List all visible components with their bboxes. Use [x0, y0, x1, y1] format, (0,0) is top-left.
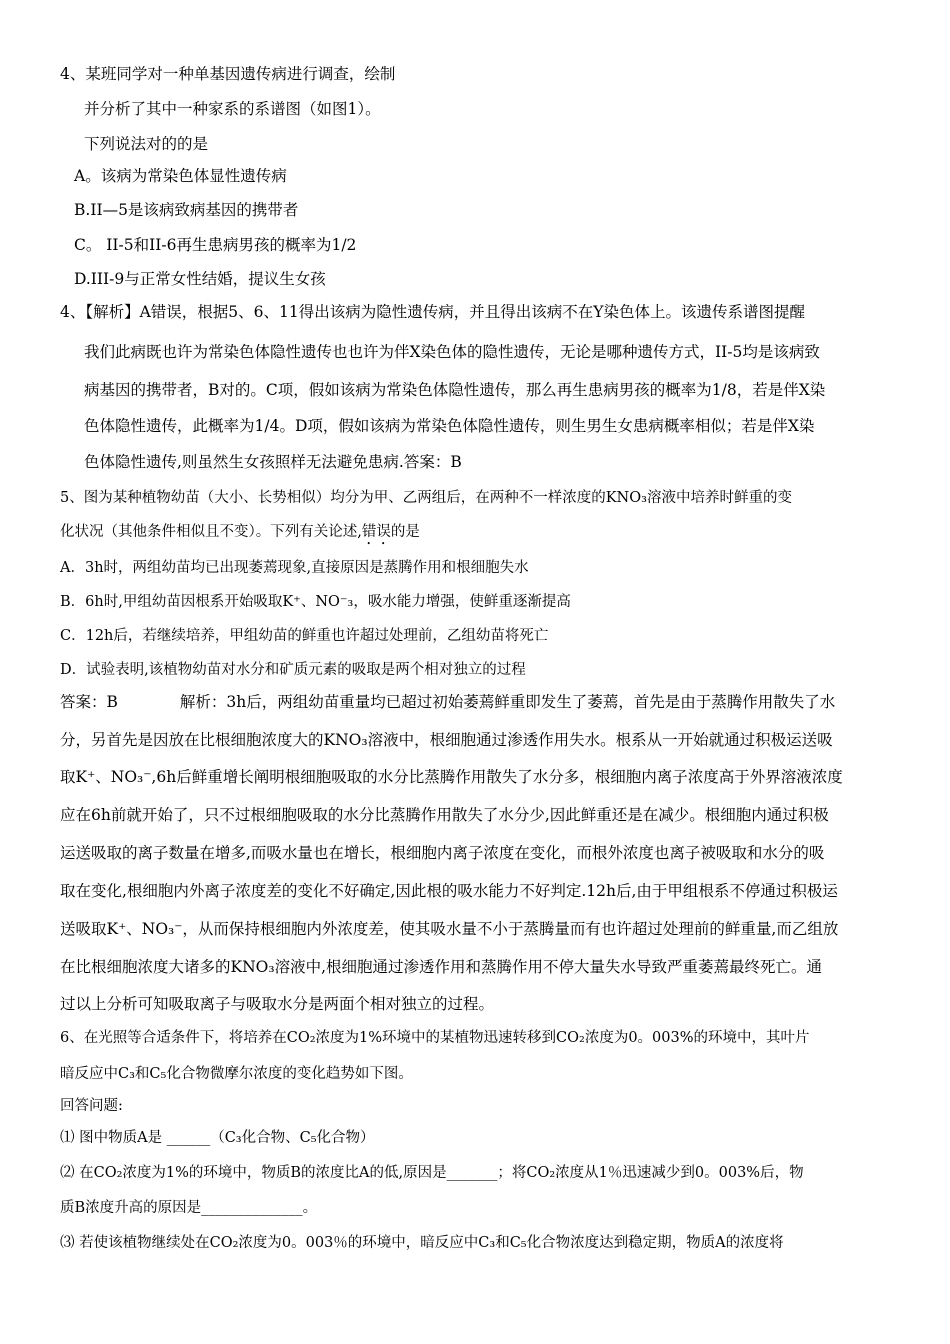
q5-stem-line2-pre: 化状况（其他条件相似且不变）。下列有关论述,	[60, 524, 362, 540]
q4-option-b: B.II—5是该病致病基因的携带者	[74, 201, 299, 219]
q5-option-b: B．6h时,甲组幼苗因根系开始吸取K⁺、NO⁻₃，吸水能力增强，使鲜重逐渐提高	[60, 594, 571, 610]
q4-analysis-line4: 色体隐性遗传，此概率为1/4。D项，假如该病为常染色体隐性遗传，则生男生女患病概率相似；若是伴X染	[84, 417, 815, 435]
q6-stem-line3: 回答问题:	[60, 1098, 123, 1114]
q5-answer-line7: 送吸取K⁺、NO₃⁻，从而保持根细胞内外浓度差，使其吸水量不小于蒸腾量而有也许超过处理前的鲜重量,而乙组放	[60, 920, 839, 938]
q4-analysis-line2: 我们此病既也许为常染色体隐性遗传也也许为伴X染色体的隐性遗传，无论是哪种遗传方式，II-5均是该病致	[84, 343, 820, 361]
q5-answer-line1: 答案：B 解析：3h后，两组幼苗重量均已超过初始萎蔫鲜重即发生了萎蔫，首先是由于蒸腾作用散失了水	[60, 693, 836, 711]
q5-answer-line4: 应在6h前就开始了，只不过根细胞吸取的水分比蒸腾作用散失了水分少,因此鲜重还是在减少。根细胞内通过积极	[60, 806, 829, 824]
q5-stem-line2-post: 的是	[390, 524, 420, 540]
q6-part3: ⑶ 若使该植物继续处在CO₂浓度为0。003％的环境中，暗反应中C₃和C₅化合物浓度达到稳定期，物质A的浓度将	[60, 1235, 784, 1251]
q4-option-d: D.III-9与正常女性结婚，提议生女孩	[74, 270, 326, 288]
q5-stem-emphasis: 错误	[361, 524, 391, 540]
q6-part2-line1: ⑵ 在CO₂浓度为1%的环境中，物质B的浓度比A的低,原因是_______；将CO₂浓度从1％迅速减少到0。003%后，物	[60, 1165, 804, 1181]
q5-answer-line2: 分，另首先是因放在比根细胞浓度大的KNO₃溶液中，根细胞通过渗透作用失水。根系从一开始就通过积极运送吸	[60, 731, 833, 749]
q5-answer-line3: 取K⁺、NO₃⁻,6h后鲜重增长阐明根细胞吸取的水分比蒸腾作用散失了水分多，根细胞内离子浓度高于外界溶液浓度	[60, 768, 843, 786]
q6-part2-line2: 质B浓度升高的原因是______________。	[60, 1200, 318, 1216]
q5-option-d: D．试验表明,该植物幼苗对水分和矿质元素的吸取是两个相对独立的过程	[60, 662, 526, 678]
q5-answer-line6: 取在变化,根细胞内外离子浓度差的变化不好确定,因此根的吸水能力不好判定.12h后,由于甲组根系不停通过积极运	[60, 882, 838, 900]
q6-stem-line1: 6、在光照等合适条件下，将培养在CO₂浓度为1%环境中的某植物迅速转移到CO₂浓度为0。003%的环境中，其叶片	[60, 1030, 810, 1046]
q4-stem-line1: 4、某班同学对一种单基因遗传病进行调查，绘制	[60, 65, 396, 83]
q5-answer-line5: 运送吸取的离子数量在增多,而吸水量也在增长，根细胞内离子浓度在变化，而根外浓度也离子被吸取和水分的吸	[60, 844, 825, 862]
q4-option-c: C。 II-5和II-6再生患病男孩的概率为1/2	[74, 236, 357, 254]
q5-stem-line2	[60, 522, 420, 548]
q4-analysis-line3: 病基因的携带者，B对的。C项，假如该病为常染色体隐性遗传，那么再生患病男孩的概率为1/8，若是伴X染	[84, 381, 826, 399]
q5-option-a: A．3h时，两组幼苗均已出现萎蔫现象,直接原因是蒸腾作用和根细胞失水	[60, 560, 529, 576]
q5-option-c: C．12h后，若继续培养，甲组幼苗的鲜重也许超过处理前，乙组幼苗将死亡	[60, 628, 549, 644]
q4-analysis-line5: 色体隐性遗传,则虽然生女孩照样无法避免患病.答案：B	[84, 453, 462, 471]
q4-stem-line2: 并分析了其中一种家系的系谱图（如图1）。	[84, 100, 381, 118]
q4-analysis-line1: 4、【解析】A错误，根据5、6、11得出该病为隐性遗传病，并且得出该病不在Y染色体上。该遗传系谱图提醒	[60, 303, 805, 321]
q5-answer-line8: 在比根细胞浓度大诸多的KNO₃溶液中,根细胞通过渗透作用和蒸腾作用不停大量失水导致严重萎蔫最终死亡。通	[60, 958, 822, 976]
q4-option-a: A。该病为常染色体显性遗传病	[74, 167, 287, 185]
q6-stem-line2: 暗反应中C₃和C₅化合物微摩尔浓度的变化趋势如下图。	[60, 1066, 413, 1082]
q5-stem-line1: 5、图为某种植物幼苗（大小、长势相似）均分为甲、乙两组后，在两种不一样浓度的KNO₃溶液中培养时鲜重的变	[60, 490, 792, 506]
q4-stem-line3: 下列说法对的的是	[84, 135, 209, 153]
q5-answer-line9: 过以上分析可知吸取离子与吸取水分是两面个相对独立的过程。	[60, 995, 495, 1013]
q6-part1: ⑴ 图中物质A是 ______（C₃化合物、C₅化合物）	[60, 1130, 375, 1146]
